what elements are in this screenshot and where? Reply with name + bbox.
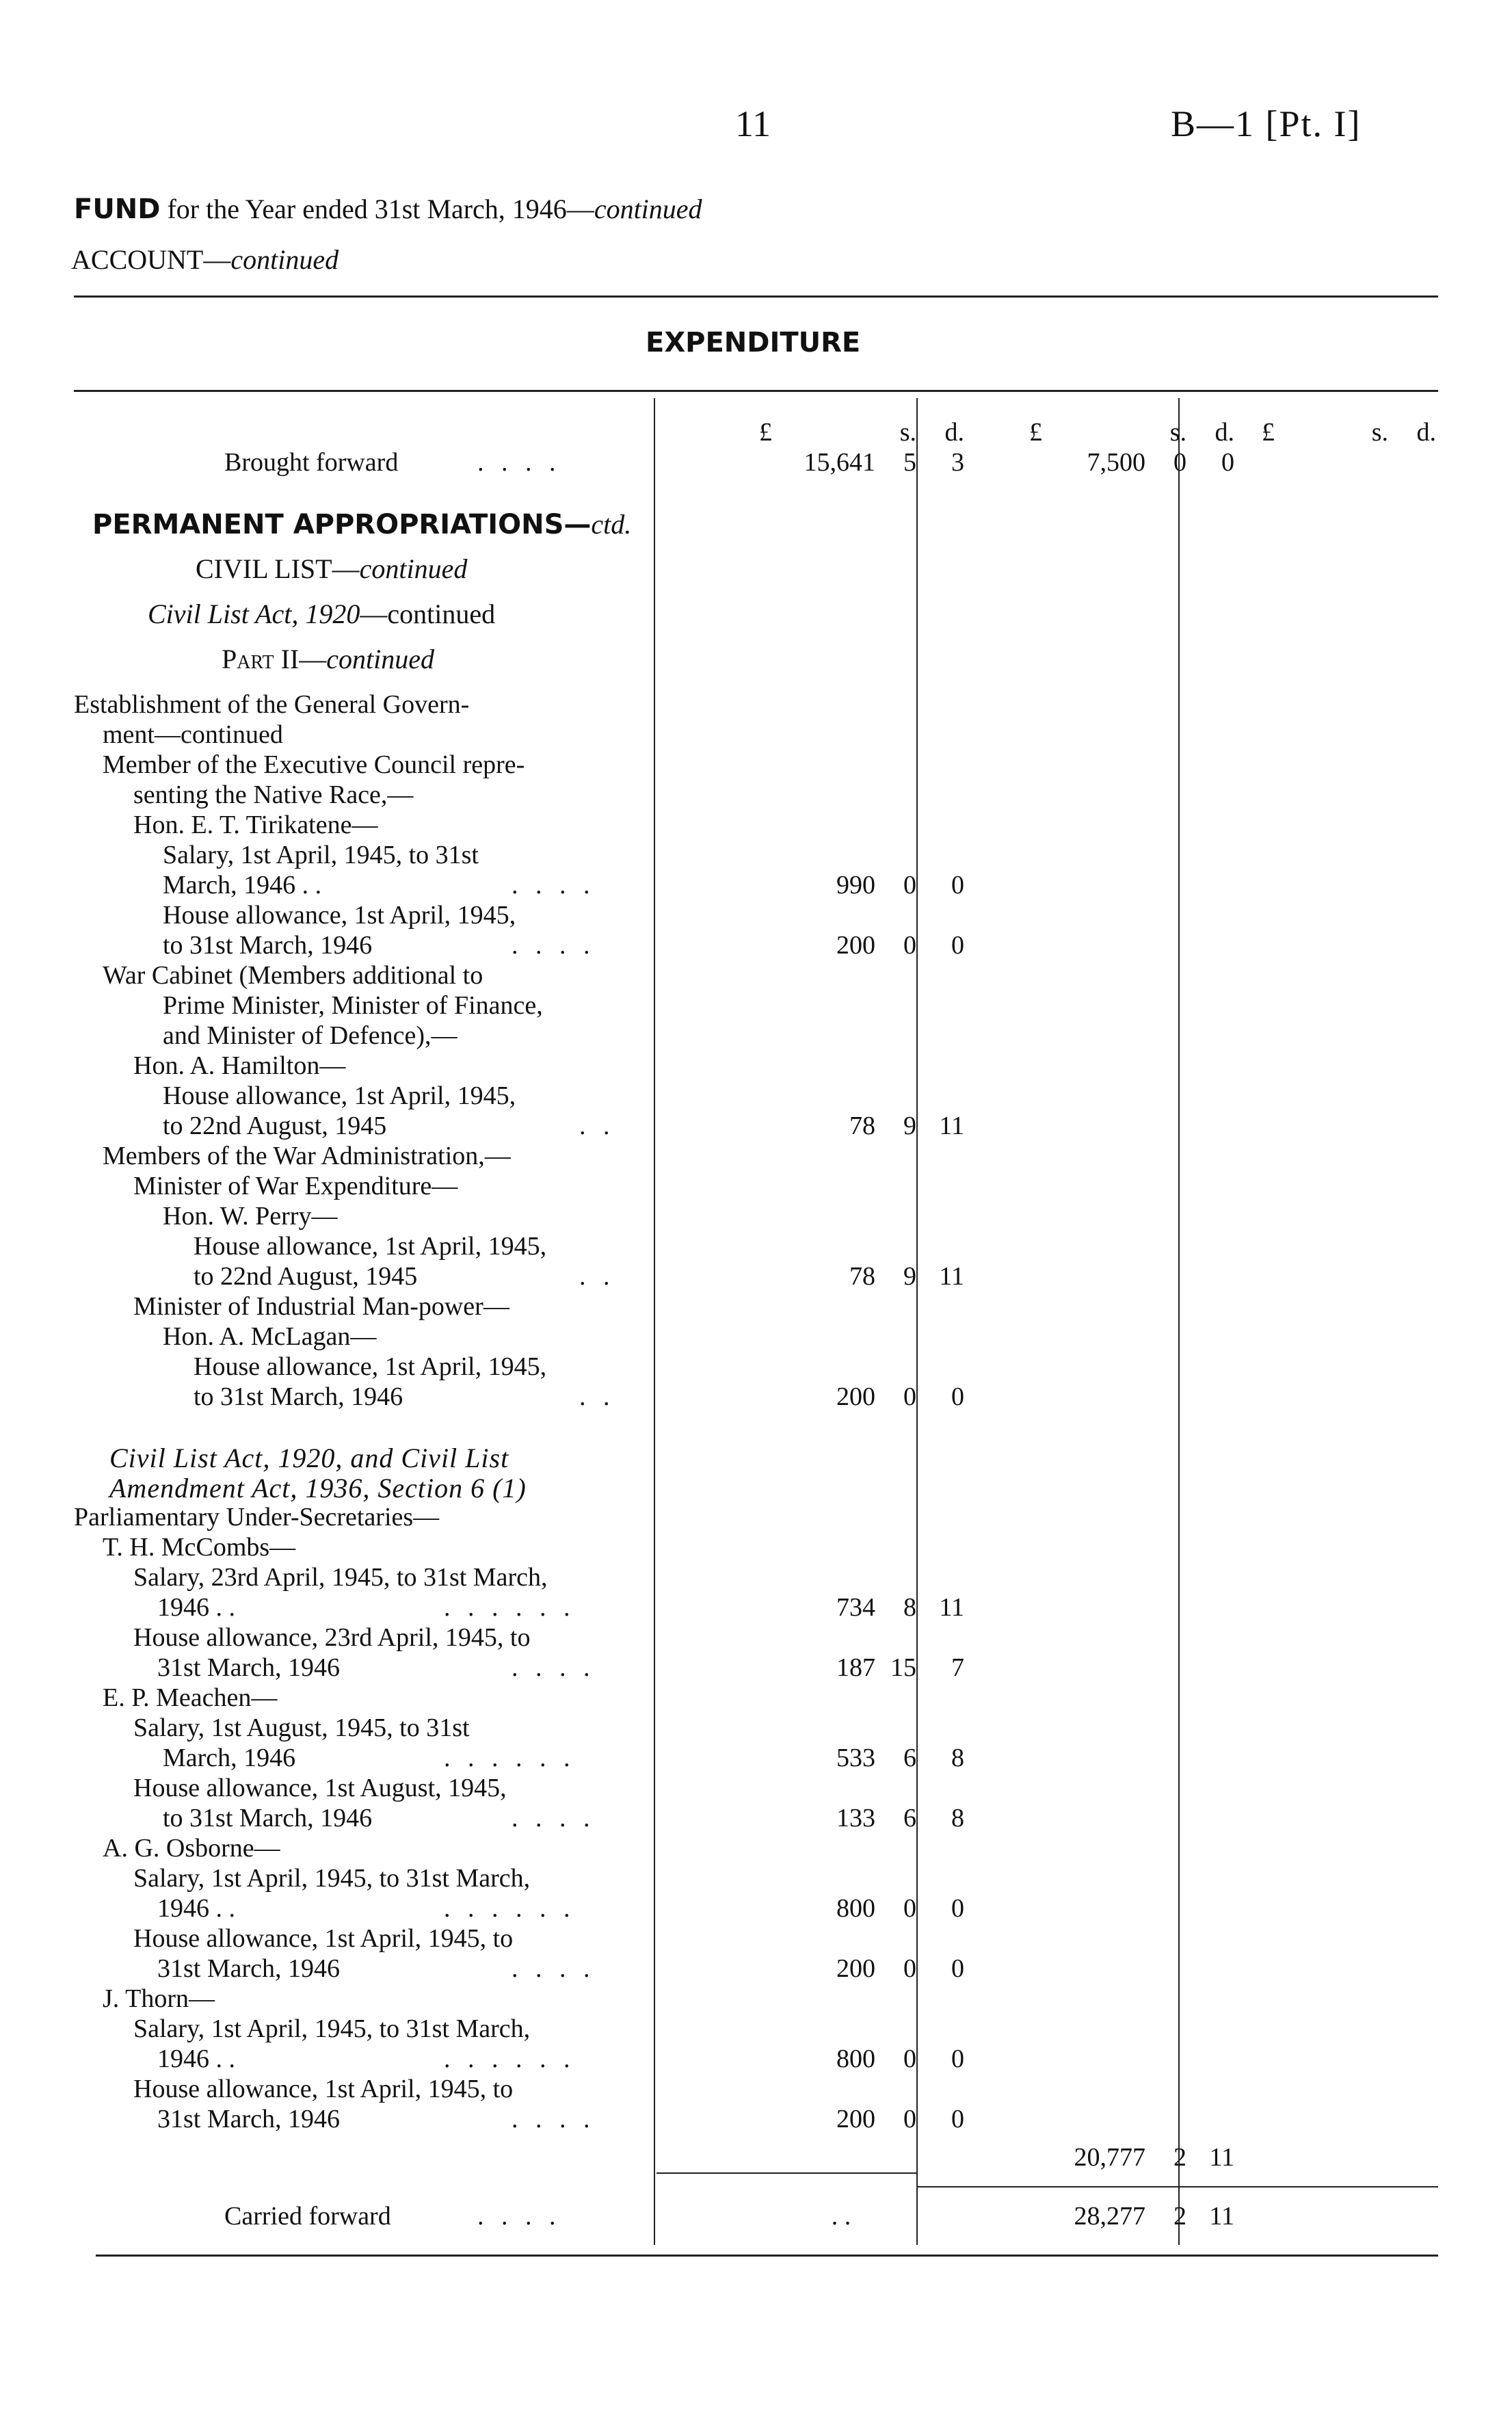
ledger-row-shillings: 6 [903, 1804, 916, 1832]
ledger-row-text: Member of the Executive Council repre- [103, 750, 525, 779]
ledger-row-pence: 8 [951, 1744, 964, 1772]
carried-forward-label: Carried forward [224, 2202, 391, 2231]
brought-forward-col2-pounds: 7,500 [1087, 448, 1145, 477]
ledger-row-text: Salary, 1st August, 1945, to 31st [133, 1713, 470, 1742]
ledger-row-pounds: 734 [836, 1593, 875, 1622]
ledger-row-text: Minister of War Expenditure— [133, 1172, 458, 1200]
ledger-row [68, 2104, 1463, 2134]
ledger-row [68, 990, 1463, 1021]
ledger-row-leader: . . . . . . [444, 1744, 576, 1772]
ledger-row-pounds: 200 [836, 1382, 875, 1411]
ledger-row [68, 1201, 1463, 1231]
civil-list-heading [196, 553, 467, 585]
ledger-row-text: Hon. A. McLagan— [163, 1322, 377, 1351]
col3-pence-unit: d. [1416, 418, 1436, 447]
ledger-row-text: Members of the War Administration,— [103, 1142, 511, 1170]
civil-list-act-text: Civil List Act, 1920 [148, 599, 360, 629]
ledger-row-text: A. G. Osborne— [103, 1834, 280, 1863]
ledger-row-text: 31st March, 1946 [157, 1954, 341, 1983]
col3-shillings-unit: s. [1371, 418, 1388, 447]
ledger-row-shillings: 8 [903, 1593, 916, 1622]
ledger-row [68, 689, 1463, 720]
ledger-row [68, 1622, 1463, 1653]
subtotal-shillings: 2 [1173, 2143, 1186, 2172]
ledger-row-text: Establishment of the General Govern- [74, 690, 470, 719]
ledger-row-leader: . . . . [512, 931, 596, 960]
amendment-act-heading-line2: Amendment Act, 1936, Section 6 (1) [109, 1473, 527, 1503]
ledger-row [68, 1803, 1463, 1833]
ledger-row [68, 1111, 1463, 1141]
ledger-row-shillings: 0 [903, 1954, 916, 1983]
ledger-row-text: and Minister of Defence),— [163, 1021, 457, 1050]
ledger-row [68, 2014, 1463, 2044]
ledger-row-pounds: 78 [849, 1112, 875, 1140]
ledger-row-shillings: 0 [903, 871, 916, 899]
ledger-row-shillings: 15 [890, 1653, 916, 1682]
col3-pounds-unit: £ [1262, 418, 1275, 447]
ledger-row-text: to 22nd August, 1945 [163, 1112, 387, 1140]
ledger-row-text: to 22nd August, 1945 [194, 1262, 418, 1291]
ledger-row-pence: 0 [951, 2105, 964, 2133]
brought-forward-label: Brought forward [224, 448, 399, 477]
ledger-row [68, 1051, 1463, 1081]
brought-forward-col1-pence: 3 [951, 448, 964, 477]
ledger-row-pounds: 533 [836, 1744, 875, 1772]
page-number: 11 [735, 103, 771, 144]
amendment-act-heading-line1: Civil List Act, 1920, and Civil List [109, 1443, 509, 1473]
ledger-row-text: 1946 . . [157, 2045, 235, 2073]
carried-forward-col2-pounds: 28,277 [1074, 2202, 1145, 2231]
ledger-row-shillings: 9 [903, 1262, 916, 1291]
ledger-row [68, 1261, 1463, 1291]
ledger-row [68, 1743, 1463, 1773]
ledger-row-text: 31st March, 1946 [157, 1653, 341, 1682]
ledger-row [68, 1322, 1463, 1352]
ledger-row-pence: 0 [951, 931, 964, 960]
ledger-row-pence: 0 [951, 1382, 964, 1411]
ledger-row-text: Prime Minister, Minister of Finance, [163, 991, 543, 1020]
ledger-row-leader: . . . . [512, 2105, 596, 2133]
ledger-row-text: March, 1946 . . [163, 871, 322, 899]
ledger-row-pounds: 200 [836, 931, 875, 960]
ledger-row-shillings: 0 [903, 2105, 916, 2133]
ledger-row-shillings: 0 [903, 1894, 916, 1923]
subtotal-pounds: 20,777 [1074, 2143, 1145, 2172]
ledger-row [68, 1562, 1463, 1592]
account-subtitle-continued: continued [230, 244, 339, 275]
ledger-row [68, 870, 1463, 900]
ledger-row-text: Salary, 1st April, 1945, to 31st March, [133, 2014, 531, 2043]
ledger-row-leader: . . . . . . [444, 1894, 576, 1923]
ledger-row-text: Salary, 23rd April, 1945, to 31st March, [133, 1563, 548, 1592]
ledger-row-text: Hon. A. Hamilton— [133, 1051, 346, 1080]
brought-forward-col1-shillings: 5 [903, 448, 916, 477]
ledger-row-text: 1946 . . [157, 1894, 235, 1923]
ledger-row [68, 1291, 1463, 1322]
ledger-row-text: House allowance, 1st April, 1945, to [133, 2075, 514, 2103]
ledger-row [68, 1984, 1463, 2014]
ledger-row-leader: . . . . [512, 871, 596, 899]
ledger-row [68, 750, 1463, 780]
col2-total-rule [918, 2186, 1438, 2187]
ledger-row-text: Hon. W. Perry— [163, 1202, 338, 1231]
ledger-row-shillings: 9 [903, 1112, 916, 1140]
ledger-row-text: T. H. McCombs— [103, 1533, 296, 1562]
ledger-row-shillings: 0 [903, 931, 916, 960]
ledger-row [68, 2044, 1463, 2074]
ledger-row-pounds: 990 [836, 871, 875, 899]
ledger-row-pounds: 133 [836, 1804, 875, 1832]
ledger-row-pence: 0 [951, 1954, 964, 1983]
civil-list-act-heading [148, 598, 495, 630]
col2-shillings-unit: s. [1169, 418, 1186, 447]
ledger-row [68, 1141, 1463, 1171]
ledger-row-shillings: 0 [903, 2045, 916, 2073]
ledger-row-text: Hon. E. T. Tirikatene— [133, 811, 378, 839]
fund-title [74, 193, 702, 225]
fund-title-continued: continued [594, 194, 702, 224]
ledger-row-leader: . . . . [512, 1954, 596, 1983]
ledger-row [68, 960, 1463, 990]
ledger-row [68, 1532, 1463, 1562]
account-subtitle-text: ACCOUNT— [71, 244, 231, 275]
column-units [68, 417, 1463, 447]
ledger-row [68, 1954, 1463, 1984]
col1-pence-unit: d. [944, 418, 964, 447]
ledger-row-pence: 7 [951, 1653, 964, 1682]
col1-total-rule [656, 2172, 916, 2174]
ledger-row-text: House allowance, 1st April, 1945, to [133, 1924, 514, 1953]
ledger-row [68, 2074, 1463, 2104]
permanent-appropriations-heading [92, 508, 631, 540]
ledger-row [68, 810, 1463, 840]
carried-forward-row [68, 2201, 1463, 2231]
ledger-row [68, 1863, 1463, 1893]
subtotal-row [68, 2142, 1463, 2172]
col1-shillings-unit: s. [899, 418, 916, 447]
ledger-row-pence: 0 [951, 871, 964, 899]
brought-forward-col2-shillings: 0 [1173, 448, 1186, 477]
fund-title-text: for the Year ended 31st March, 1946— [167, 194, 594, 224]
ledger-row [68, 900, 1463, 930]
ledger-row-text: House allowance, 1st August, 1945, [133, 1774, 507, 1802]
ledger-row [68, 1021, 1463, 1051]
ledger-row [68, 1382, 1463, 1412]
ledger-row-pounds: 200 [836, 1954, 875, 1983]
report-code: B—1 [Pt. I] [1171, 103, 1362, 144]
ledger-row [68, 720, 1463, 750]
rule-top [74, 295, 1438, 298]
ledger-row-pounds: 78 [849, 1262, 875, 1291]
ledger-row-pounds: 187 [836, 1653, 875, 1682]
ledger-row-text: House allowance, 23rd April, 1945, to [133, 1623, 531, 1652]
ledger-row-pence: 11 [939, 1112, 964, 1140]
ledger-row-text: Salary, 1st April, 1945, to 31st [163, 841, 479, 869]
ledger-row-leader: . . . . [512, 1653, 596, 1682]
ledger-row-leader: . . . . . . [444, 1593, 576, 1622]
ledger-row [68, 1592, 1463, 1622]
ledger-row-text: to 31st March, 1946 [194, 1382, 403, 1411]
ledger-row [68, 1893, 1463, 1923]
brought-forward-row [68, 447, 1463, 477]
part-two-continued: continued [326, 644, 434, 674]
rule-bottom [96, 2255, 1438, 2257]
ledger-row [68, 1713, 1463, 1743]
civil-list-continued: continued [359, 553, 468, 584]
fund-title-lead: FUND [74, 194, 161, 225]
ledger-row-pounds: 800 [836, 2045, 875, 2073]
ledger-row-pounds: 200 [836, 2105, 875, 2133]
ledger-row-pence: 0 [951, 2045, 964, 2073]
ledger-row-pounds: 800 [836, 1894, 875, 1923]
col1-pounds-unit: £ [759, 418, 772, 447]
ledger-row [68, 1171, 1463, 1201]
ledger-row-text: March, 1946 [163, 1744, 296, 1772]
ledger-row [68, 1773, 1463, 1803]
ledger-row-text: J. Thorn— [103, 1984, 215, 2013]
ledger-row-text: Salary, 1st April, 1945, to 31st March, [133, 1864, 531, 1893]
ledger-row [68, 930, 1463, 960]
ledger-row-text: House allowance, 1st April, 1945, [163, 1081, 516, 1110]
ledger-row [68, 780, 1463, 810]
ledger-row-text: House allowance, 1st April, 1945, [194, 1232, 547, 1261]
ledger-row-leader: . . [579, 1382, 615, 1411]
carried-forward-leader: . . . . [477, 2202, 561, 2231]
brought-forward-leader: . . . . [477, 448, 561, 477]
brought-forward-col2-pence: 0 [1221, 448, 1234, 477]
ledger-row [68, 1923, 1463, 1954]
part-two-text: Part II— [222, 644, 327, 674]
ledger-row-leader: . . . . . . [444, 2045, 576, 2073]
civil-list-text: CIVIL LIST— [196, 553, 360, 584]
section-title: EXPENDITURE [646, 327, 861, 358]
ledger-row [68, 1683, 1463, 1713]
ledger-row-text: 31st March, 1946 [157, 2105, 341, 2133]
carried-forward-col2-pence: 11 [1209, 2202, 1234, 2231]
ledger-row [68, 1502, 1463, 1532]
carried-forward-col2-shillings: 2 [1173, 2202, 1186, 2231]
subtotal-pence: 11 [1209, 2143, 1234, 2172]
ledger-row-shillings: 0 [903, 1382, 916, 1411]
ledger-row-text: House allowance, 1st April, 1945, [163, 901, 516, 930]
col2-pence-unit: d. [1215, 418, 1234, 447]
ledger-row-pence: 11 [939, 1262, 964, 1291]
ledger-row-leader: . . [579, 1112, 615, 1140]
ledger-row-text: E. P. Meachen— [103, 1683, 278, 1712]
ledger-row-text: War Cabinet (Members additional to [103, 961, 483, 990]
ledger-row [68, 1081, 1463, 1111]
ledger-row-text: Minister of Industrial Man-power— [133, 1292, 509, 1321]
rule-table-top [74, 390, 1438, 392]
ledger-row-pence: 8 [951, 1804, 964, 1832]
ledger-row-pence: 11 [939, 1593, 964, 1622]
ledger-row [68, 840, 1463, 870]
ledger-row-text: 1946 . . [157, 1593, 235, 1622]
account-subtitle [71, 244, 339, 276]
ledger-row-text: ment—continued [103, 720, 283, 749]
carried-forward-col1: . . [831, 2202, 851, 2231]
ledger-row [68, 1833, 1463, 1863]
ledger-row-pence: 0 [951, 1894, 964, 1923]
civil-list-act-continued: —continued [360, 599, 496, 629]
permanent-appropriations-text: PERMANENT APPROPRIATIONS— [92, 509, 592, 540]
ledger-row-text: to 31st March, 1946 [163, 1804, 373, 1832]
ledger-row-text: House allowance, 1st April, 1945, [194, 1352, 547, 1381]
ledger-row-leader: . . . . [512, 1804, 596, 1832]
part-two-heading [222, 643, 434, 675]
ledger-row-leader: . . [579, 1262, 615, 1291]
ledger-row [68, 1231, 1463, 1261]
ledger-row-text: to 31st March, 1946 [163, 931, 373, 960]
col2-pounds-unit: £ [1029, 418, 1042, 447]
ledger-row-text: Parliamentary Under-Secretaries— [74, 1503, 440, 1532]
ledger-row-shillings: 6 [903, 1744, 916, 1772]
brought-forward-col1-pounds: 15,641 [804, 448, 875, 477]
ledger-row [68, 1653, 1463, 1683]
ledger-row-text: senting the Native Race,— [133, 780, 414, 809]
ledger-row [68, 1352, 1463, 1382]
permanent-appropriations-ctd: ctd. [591, 509, 632, 540]
